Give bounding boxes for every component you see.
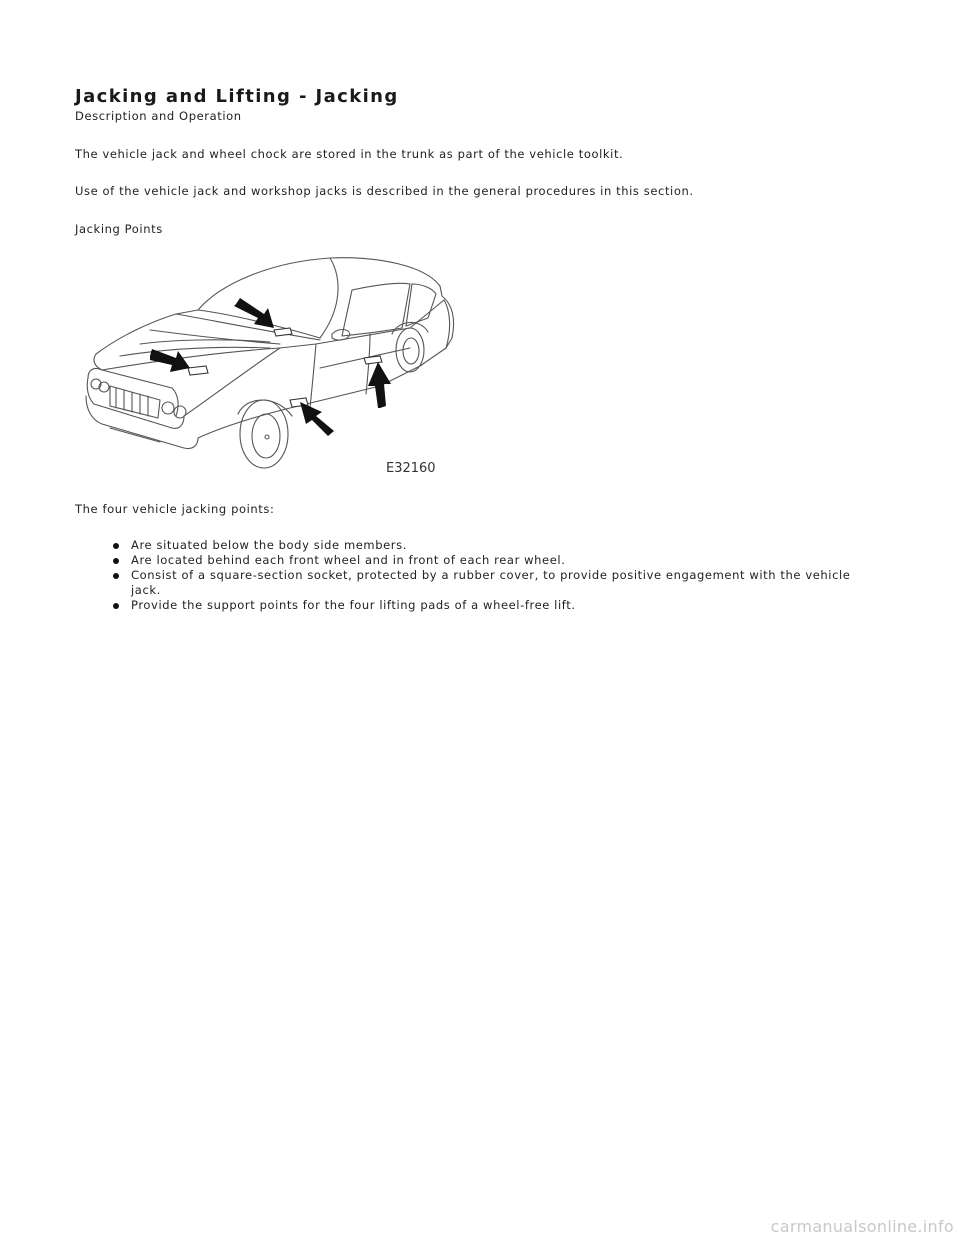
arrow-icon [368, 362, 391, 408]
car-illustration [80, 248, 460, 480]
paragraph-jack-usage: Use of the vehicle jack and workshop jacks is described in the general procedures in this section. [75, 184, 694, 198]
list-intro: The four vehicle jacking points: [75, 502, 275, 516]
page-title: Jacking and Lifting - Jacking [75, 86, 399, 107]
list-item-text: Consist of a square-section socket, protected by a rubber cover, to provide positive engagement with the vehicle jack. [131, 568, 851, 597]
bullet-icon [113, 573, 119, 579]
list-item-text: Provide the support points for the four lifting pads of a wheel-free lift. [131, 598, 576, 612]
list-item [113, 598, 873, 613]
arrow-icon [234, 298, 274, 328]
figure-label: E32160 [386, 461, 436, 476]
jacking-pad-rear-right [274, 328, 292, 336]
jacking-pad-rear-left [364, 356, 382, 364]
jacking-pad-front-left [188, 366, 208, 375]
watermark: carmanualsonline.info [770, 1217, 954, 1236]
jacking-points-figure [80, 248, 460, 480]
list-item [113, 568, 873, 598]
bullet-icon [113, 558, 119, 564]
list-item-text: Are situated below the body side members. [131, 538, 407, 552]
section-heading-jacking-points: Jacking Points [75, 222, 163, 236]
list-item [113, 538, 873, 553]
page-subtitle: Description and Operation [75, 109, 242, 123]
list-item-text: Are located behind each front wheel and in front of each rear wheel. [131, 553, 566, 567]
paragraph-toolkit: The vehicle jack and wheel chock are stored in the trunk as part of the vehicle toolkit. [75, 147, 624, 161]
arrow-icon [300, 402, 334, 438]
bullet-icon [113, 543, 119, 549]
arrow-icon [150, 349, 190, 372]
bullet-icon [113, 603, 119, 609]
jacking-points-list [113, 538, 873, 613]
list-item [113, 553, 873, 568]
